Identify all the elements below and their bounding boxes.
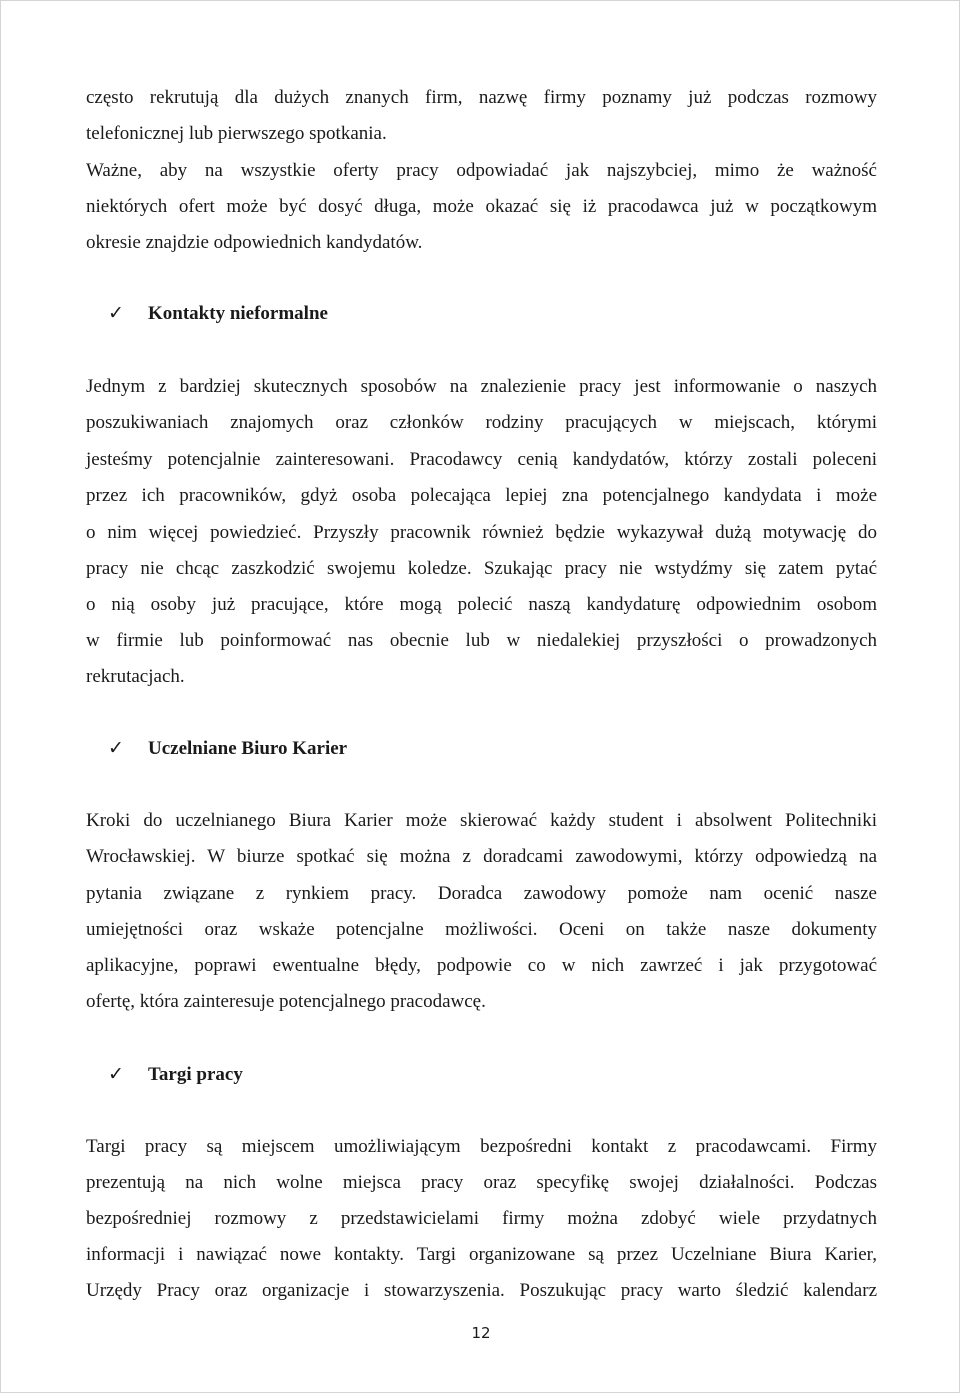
section-line: pytania związane z rynkiem pracy. Doradca zawodowy pomoże nam ocenić nasze (86, 883, 877, 904)
section-line: aplikacyjne, poprawi ewentualne błędy, podpowie co w nich zawrzeć i jak przygotować (86, 955, 877, 976)
page-number: 12 (471, 1324, 491, 1342)
section-line: Jednym z bardziej skutecznych sposobów na znalezienie pracy jest informowanie o naszych (86, 376, 877, 397)
section-line: poszukiwaniach znajomych oraz członków rodziny pracujących w miejscach, którymi (86, 412, 877, 433)
section-line: o nim więcej powiedzieć. Przyszły pracownik również będzie wykazywał dużą motywację do (86, 522, 877, 543)
section-line: Targi pracy są miejscem umożliwiającym bezpośredni kontakt z pracodawcami. Firmy (86, 1136, 877, 1157)
section-line: jesteśmy potencjalnie zainteresowani. Pracodawcy cenią kandydatów, którzy zostali poleceni (86, 449, 877, 470)
section-line: prezentują na nich wolne miejsca pracy oraz specyfikę swojej działalności. Podczas (86, 1172, 877, 1193)
section-line: ofertę, która zainteresuje potencjalnego pracodawcę. (86, 991, 486, 1012)
section-heading-kontakty (108, 300, 328, 328)
section-heading-targi-pracy (108, 1061, 243, 1089)
intro-line: okresie znajdzie odpowiednich kandydatów. (86, 232, 423, 253)
intro-line: niektórych ofert może być dosyć długa, może okazać się iż pracodawca już w początkowym (86, 196, 877, 217)
intro-line: Ważne, aby na wszystkie oferty pracy odpowiadać jak najszybciej, mimo że ważność (86, 160, 877, 181)
section-line: informacji i nawiązać nowe kontakty. Targi organizowane są przez Uczelniane Biura Karier, (86, 1244, 877, 1265)
intro-line: telefonicznej lub pierwszego spotkania. (86, 123, 387, 144)
checkmark-icon: ✓ (108, 738, 124, 759)
section-line: bezpośredniej rozmowy z przedstawicielami firmy można zdobyć wiele przydatnych (86, 1208, 877, 1229)
intro-line: często rekrutują dla dużych znanych firm, nazwę firmy poznamy już podczas rozmowy (86, 87, 877, 108)
section-line: rekrutacjach. (86, 666, 185, 687)
section-line: umiejętności oraz wskaże potencjalne możliwości. Oceni on także nasze dokumenty (86, 919, 877, 940)
section-heading-text: Targi pracy (148, 1064, 243, 1085)
section-heading-text: Kontakty nieformalne (148, 303, 328, 324)
section-line: pracy nie chcąc zaszkodzić swojemu koledze. Szukając pracy nie wstydźmy się zatem pytać (86, 558, 877, 579)
section-line: Wrocławskiej. W biurze spotkać się można z doradcami zawodowymi, którzy odpowiedzą na (86, 846, 877, 867)
checkmark-icon: ✓ (108, 303, 124, 324)
section-line: Urzędy Pracy oraz organizacje i stowarzyszenia. Poszukując pracy warto śledzić kalendarz (86, 1280, 877, 1301)
section-line: w firmie lub poinformować nas obecnie lub w niedalekiej przyszłości o prowadzonych (86, 630, 877, 651)
checkmark-icon: ✓ (108, 1064, 124, 1085)
section-line: Kroki do uczelnianego Biura Karier może skierować każdy student i absolwent Politechniki (86, 810, 877, 831)
section-line: o nią osoby już pracujące, które mogą polecić naszą kandydaturę odpowiednim osobom (86, 594, 877, 615)
section-line: przez ich pracowników, gdyż osoba polecająca lepiej zna potencjalnego kandydata i może (86, 485, 877, 506)
section-heading-text: Uczelniane Biuro Karier (148, 738, 348, 759)
section-heading-biuro-karier (108, 735, 347, 763)
